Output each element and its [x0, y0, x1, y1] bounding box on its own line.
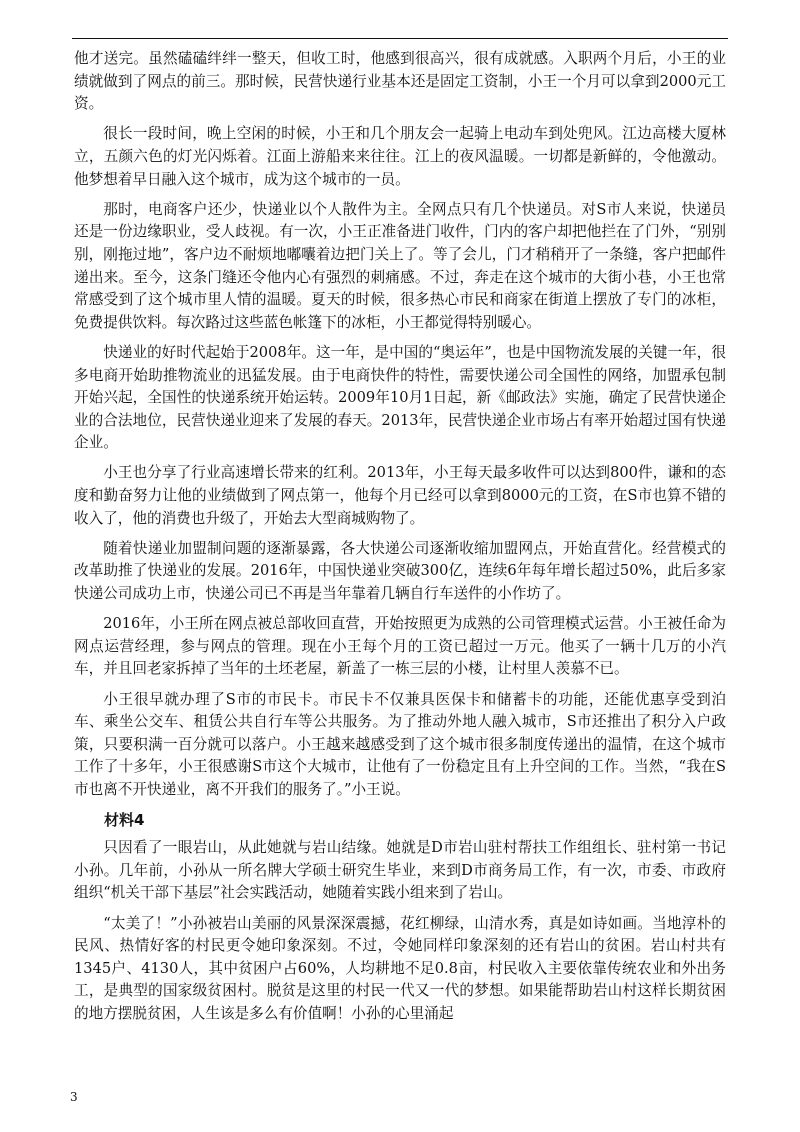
paragraph: 那时，电商客户还少，快递业以个人散件为主。全网点只有几个快递员。对S市人来说，快递员还是一份边缘职业，受人歧视。有一次，小王正准备进门收件，门内的客户却把他拦在了门外，“别别别，刚拖过地”，客户边不耐烦地嘟囔着边把门关上了。等了会儿，门才稍稍开了一条缝，客户把邮件递出来。至今，这条门缝还令他内心有强烈的刺痛感。不过，奔走在这个城市的大街小巷，小王也常常感受到了这个城市里人情的温暖。夏天的时候，很多热心市民和商家在街道上摆放了专门的冰柜，免费提供饮料。每次路过这些蓝色帐篷下的冰柜，小王都觉得特别暖心。: [74, 200, 726, 331]
header-rule: [72, 38, 728, 39]
section-heading: 材料4: [104, 811, 145, 830]
paragraph: “太美了！”小孙被岩山美丽的风景深深震撼，花红柳绿，山清水秀，真是如诗如画。当地淳朴的民风、热情好客的村民更令她印象深刻。不过，令她同样印象深刻的还有岩山的贫困。岩山村共有1345户、4130人，其中贫困户占60%，人均耕地不足0.8亩，村民收入主要依靠传统农业和外出务工，是典型的国家级贫困村。脱贫是这里的村民一代又一代的梦想。如果能帮助岩山村这样长期贫困的地方摆脱贫困，人生该是多么有价值啊！小孙的心里涌起: [74, 914, 726, 1022]
paragraph: 小王也分享了行业高速增长带来的红利。2013年，小王每天最多收件可以达到800件，谦和的态度和勤奋努力让他的业绩做到了网点第一，他每个月已经可以拿到8000元的工资，在S市也算不错的收入了，他的消费也升级了，开始去大型商城购物了。: [74, 464, 726, 527]
paragraph: 小王很早就办理了S市的市民卡。市民卡不仅兼具医保卡和储蓄卡的功能，还能优惠享受到泊车、乘坐公交车、租赁公共自行车等公共服务。为了推动外地人融入城市，S市还推出了积分入户政策，只要积满一百分就可以落户。小王越来越感受到了这个城市很多制度传递出的温情，在这个城市工作了十多年，小王很感谢S市这个大城市，让他有了一份稳定且有上升空间的工作。当然，“我在S市也离不开快递业，离不开我们的服务了。”小王说。: [74, 690, 726, 798]
paragraph: 随着快递业加盟制问题的逐渐暴露，各大快递公司逐渐收缩加盟网点，开始直营化。经营模式的改革助推了快递业的发展。2016年，中国快递业突破300亿，连续6年每年增长超过50%，此后多家快递公司成功上市，快递公司已不再是当年靠着几辆自行车送件的小作坊了。: [74, 539, 726, 603]
document-body: [74, 48, 726, 1033]
page-number: 3: [70, 1090, 78, 1104]
paragraph: 只因看了一眼岩山，从此她就与岩山结缘。她就是D市岩山驻村帮扶工作组组长、驻村第一书记小孙。几年前，小孙从一所名牌大学硕士研究生毕业，来到D市商务局工作，有一次，市委、市政府组织“机关干部下基层”社会实践活动，她随着实践小组来到了岩山。: [74, 839, 726, 902]
paragraph: 2016年，小王所在网点被总部收回直营，开始按照更为成熟的公司管理模式运营。小王被任命为网点运营经理，参与网点的管理。现在小王每个月的工资已超过一万元。他买了一辆十几万的小汽车，并且回老家拆掉了当年的土坯老屋，新盖了一栋三层的小楼，让村里人羡慕不已。: [74, 615, 726, 678]
paragraph-continuation: 他才送完。虽然磕磕绊绊一整天，但收工时，他感到很高兴，很有成就感。入职两个月后，小王的业绩就做到了网点的前三。那时候，民营快递行业基本还是固定工资制，小王一个月可以拿到2000元工资。: [74, 50, 726, 113]
paragraph: 很长一段时间，晚上空闲的时候，小王和几个朋友会一起骑上电动车到处兜风。江边高楼大厦林立，五颜六色的灯光闪烁着。江面上游船来来往往。江上的夜风温暖。一切都是新鲜的，令他激动。他梦想着早日融入这个城市，成为这个城市的一员。: [74, 125, 726, 188]
paragraph: 快递业的好时代起始于2008年。这一年，是中国的“奥运年”，也是中国物流发展的关键一年，很多电商开始助推物流业的迅猛发展。由于电商快件的特性，需要快递公司全国性的网络，加盟承包制开始兴起，全国性的快递系统开始运转。2009年10月1日起，新《邮政法》实施，确定了民营快递企业的合法地位，民营快递业迎来了发展的春天。2013年，民营快递企业市场占有率开始超过国有快递企业。: [74, 343, 726, 452]
